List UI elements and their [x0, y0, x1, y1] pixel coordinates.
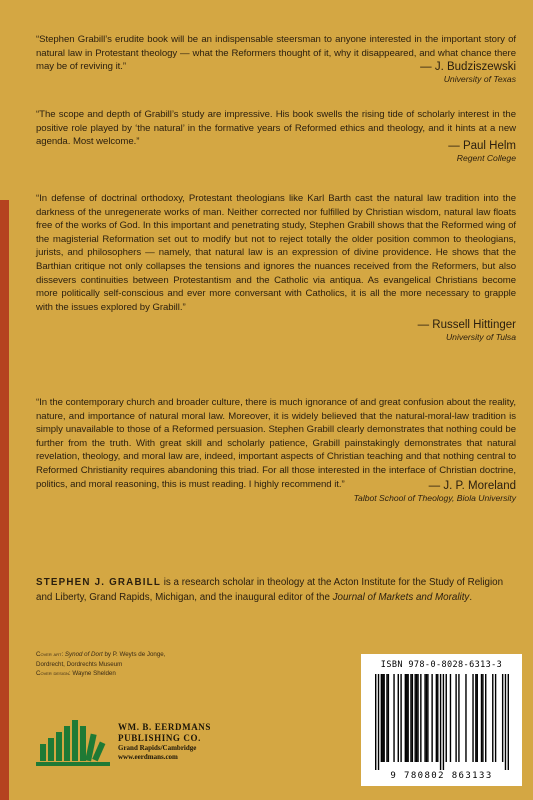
- attribution-affiliation: University of Texas: [443, 73, 516, 84]
- eerdmans-logo-icon: [34, 714, 112, 768]
- barcode-bar: [440, 674, 441, 770]
- barcode-bar: [375, 674, 376, 770]
- quote-text: “Stephen Grabill’s erudite book will be an indispensable steersman to anyone interested in the important story of natural law in Protestant theology — what the Reformers thought of it, why it disappeared, and what chance there may be of reviving it.”: [36, 34, 516, 73]
- attribution-name: — Russell Hittinger: [417, 319, 516, 332]
- barcode-bar: [381, 674, 382, 762]
- barcode-bar: [417, 674, 418, 762]
- quote-block-2: [36, 108, 516, 164]
- cover-art-location: Dordrecht, Dordrechts Museum: [36, 660, 123, 668]
- quote-text: “The scope and depth of Grabill’s study are impressive. His book swells the rising tide of scholarly interest in the positive role played by ‘the natural’ in the formative years of Reformed ethics and theology, and it hints at a new agenda. Most welcome.”: [36, 109, 516, 148]
- barcode-bar: [407, 674, 408, 762]
- barcode-bar: [427, 674, 428, 762]
- barcode-bar: [502, 674, 503, 762]
- cover-art-artist: by P. Weyts de Jonge,: [102, 651, 166, 658]
- red-spine-stripe: [0, 200, 9, 800]
- barcode-bar: [437, 674, 438, 762]
- author-bio: [36, 576, 516, 605]
- barcode-bar: [450, 674, 451, 762]
- attribution-affiliation: University of Tulsa: [445, 332, 516, 343]
- barcode-bar: [406, 674, 407, 762]
- barcode-bar: [424, 674, 425, 762]
- barcode-bar: [378, 674, 379, 770]
- barcode-bar: [465, 674, 466, 762]
- barcode-bar: [405, 674, 406, 762]
- barcode-bars: [375, 674, 509, 770]
- barcode-bar: [426, 674, 427, 762]
- barcode-bar: [412, 674, 413, 762]
- quote-attribution: [36, 318, 516, 343]
- quote-block-3: [36, 192, 516, 343]
- barcode-bar: [455, 674, 456, 762]
- barcode-bar: [481, 674, 482, 762]
- barcode-bar: [416, 674, 417, 762]
- barcode-bar: [400, 674, 401, 762]
- barcode-bar: [436, 674, 437, 762]
- publisher-location: Grand Rapids/Cambridge: [118, 744, 197, 752]
- barcode-bar: [414, 674, 415, 762]
- barcode-bar: [382, 674, 383, 762]
- attribution-name: — J. P. Moreland: [428, 480, 516, 493]
- attribution-affiliation: Regent College: [456, 152, 516, 163]
- attribution-name: — Paul Helm: [448, 139, 516, 152]
- barcode-bar: [398, 674, 399, 762]
- barcode-panel: [361, 654, 522, 786]
- publisher-name: WM. B. EERDMANS: [118, 722, 212, 732]
- barcode-bar: [388, 674, 389, 762]
- bio-end: .: [469, 591, 473, 603]
- cover-art-title: Synod of Dort: [64, 651, 103, 658]
- publisher-block: [118, 722, 211, 762]
- cover-art-label: Cover art:: [36, 651, 64, 658]
- barcode-bar: [505, 674, 506, 770]
- attribution-affiliation: Talbot School of Theology, Biola University: [353, 493, 516, 504]
- cover-designer: Wayne Shelden: [72, 670, 116, 678]
- journal-title: Journal of Markets and Morality: [332, 591, 470, 603]
- cover-design-label: Cover design:: [36, 670, 71, 678]
- barcode-bar: [485, 674, 486, 762]
- barcode-bar: [508, 674, 509, 770]
- attribution-name: — J. Budziszewski: [420, 60, 516, 73]
- cover-credits: [36, 650, 165, 679]
- barcode-bar: [410, 674, 411, 762]
- quote-block-4: [36, 396, 516, 504]
- barcode-bar: [492, 674, 493, 762]
- barcode-bar: [495, 674, 496, 762]
- barcode-bar: [446, 674, 447, 762]
- quote-block-1: [36, 33, 516, 85]
- bio-text: is a research scholar in theology at the Acton Institute for the Study of Religion and Liberty, Grand Rapids, Michigan, and the inaugural editor of the: [36, 577, 504, 603]
- barcode-bar: [386, 674, 387, 762]
- publisher-url[interactable]: www.eerdmans.com: [118, 753, 178, 761]
- quote-text: “In the contemporary church and broader culture, there is much ignorance of and great confusion about the reality, nature, and importance of natural moral law. Moreover, it is widely believed that the natural-moral-law tradition is simply unavailable to those of a Reformed persuasion. Stephen Grabill clearly demonstrates that nothing could be further from the truth. With great skill and scholarly patience, Grabill painstakingly demonstrates that natural revelation, theology, and moral law are, indeed, important aspects of Christian teaching and that nothing central to Reformed Christianity requires abandoning this triad. For all those interested in the interface of Christian doctrine, politics, and moral reasoning, this is must reading. I highly recommend it.”: [36, 397, 516, 490]
- barcode-bar: [472, 674, 473, 762]
- barcode-bar: [482, 674, 483, 762]
- barcode-bar: [458, 674, 459, 762]
- barcode-bar: [431, 674, 432, 762]
- publisher-name-2: PUBLISHING CO.: [118, 733, 201, 743]
- author-name: STEPHEN J. GRABILL: [36, 577, 162, 588]
- barcode-bar: [383, 674, 384, 762]
- ean-number: 9 780802 863133: [390, 771, 493, 781]
- barcode-bar: [420, 674, 421, 762]
- barcode-bar: [443, 674, 444, 770]
- quote-text: “In defense of doctrinal orthodoxy, Protestant theologians like Karl Barth cast the natural law tradition into the darkness of the unregenerate works of man. Neither corrected nor fulfilled by Christian wisdom, natural law floats free of the works of God. In this important and penetrating study, Stephen Grabill shows that the Reformed wing of the magisterial Reformation set out to modify but not to reject totally the older position common to theologians, jurists, and philosophers — namely, that natural law is an expression of divine providence. He shows that the Barthian critique not only collapses the tensions and ignores the nuances received from the Reformers, but also dissevers continuities between Protestantism and the Catholic via antiqua. As evangelical Christians become more politically self-conscious and ever more conversant with Catholics, it is all the more necessary to grapple with the issues explored by Grabill.”: [36, 193, 516, 313]
- barcode-bar: [393, 674, 394, 762]
- barcode-bar: [475, 674, 476, 762]
- isbn-number: ISBN 978-0-8028-6313-3: [380, 660, 503, 670]
- barcode-bar: [477, 674, 478, 762]
